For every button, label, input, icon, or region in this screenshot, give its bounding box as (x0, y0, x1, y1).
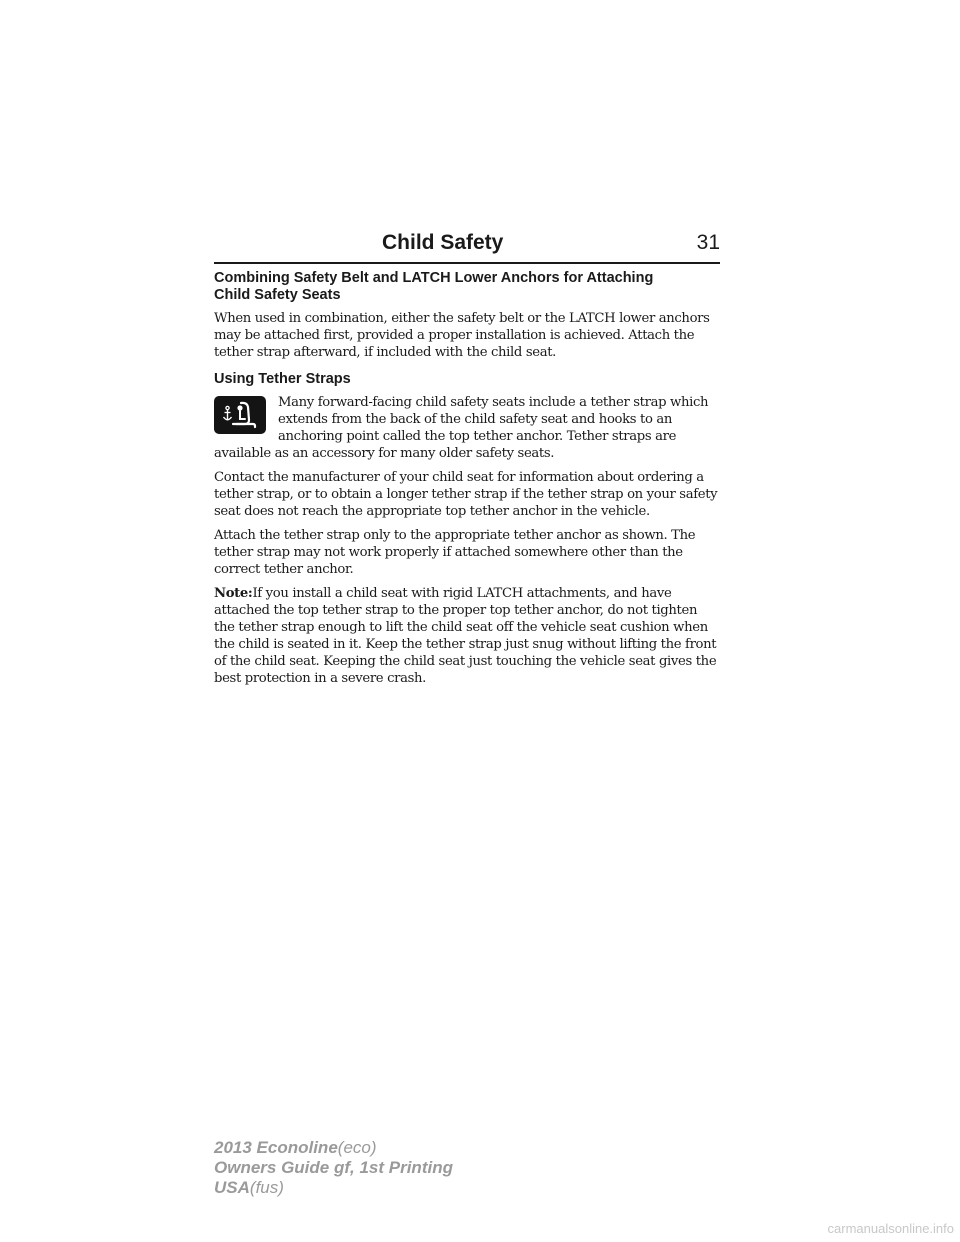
note-label: Note: (214, 586, 253, 601)
footer-model: 2013 Econoline (214, 1138, 338, 1157)
footer-line1 (214, 1138, 453, 1158)
document-footer (214, 1138, 453, 1198)
combining-heading-line2: Child Safety Seats (214, 287, 341, 303)
watermark: carmanualsonline.info (827, 1221, 954, 1236)
tether-intro-block (214, 394, 720, 462)
combining-heading (214, 270, 720, 304)
section-title: Child Safety (382, 231, 504, 254)
footer-market-code: (fus) (249, 1178, 284, 1197)
note-text: If you install a child seat with rigid LATCH attachments, and have attached the top tether strap to the proper top tether anchor, do not tighten the tether strap enough to lift the child seat off the vehicle seat cushion when the child is seated in it. Keep the tether strap just snug without lifting the front of the child seat. Keeping the child seat just touching the vehicle seat gives the best protection in a severe crash. (214, 586, 717, 686)
footer-line2: Owners Guide gf, 1st Printing (214, 1158, 453, 1177)
child-seat-tether-icon (214, 396, 266, 434)
footer-model-code: (eco) (337, 1138, 377, 1157)
page-header (214, 228, 720, 264)
page-content (214, 270, 720, 694)
tether-note (214, 585, 720, 687)
tether-contact: Contact the manufacturer of your child seat for information about ordering a tether strap, or to obtain a longer tether strap if the tether strap on your safety seat does not reach the appropriate top tether anchor in the vehicle. (214, 470, 718, 519)
combining-heading-line1: Combining Safety Belt and LATCH Lower Anchors for Attaching (214, 270, 654, 286)
footer-market: USA (214, 1178, 250, 1197)
combining-body: When used in combination, either the safety belt or the LATCH lower anchors may be attached first, provided a proper installation is achieved. Attach the tether strap afterward, if included with the child seat. (214, 311, 710, 360)
footer-line3 (214, 1178, 453, 1198)
tether-attach: Attach the tether strap only to the appropriate tether anchor as shown. The tether strap may not work properly if attached somewhere other than the correct tether anchor. (214, 528, 696, 577)
tether-intro: Many forward-facing child safety seats include a tether strap which extends from the back of the child safety seat and hooks to an anchoring point called the top tether anchor. Tether straps are available as an accessory for many older safety seats. (214, 395, 709, 461)
tether-heading: Using Tether Straps (214, 371, 351, 387)
page-number: 31 (696, 231, 720, 254)
